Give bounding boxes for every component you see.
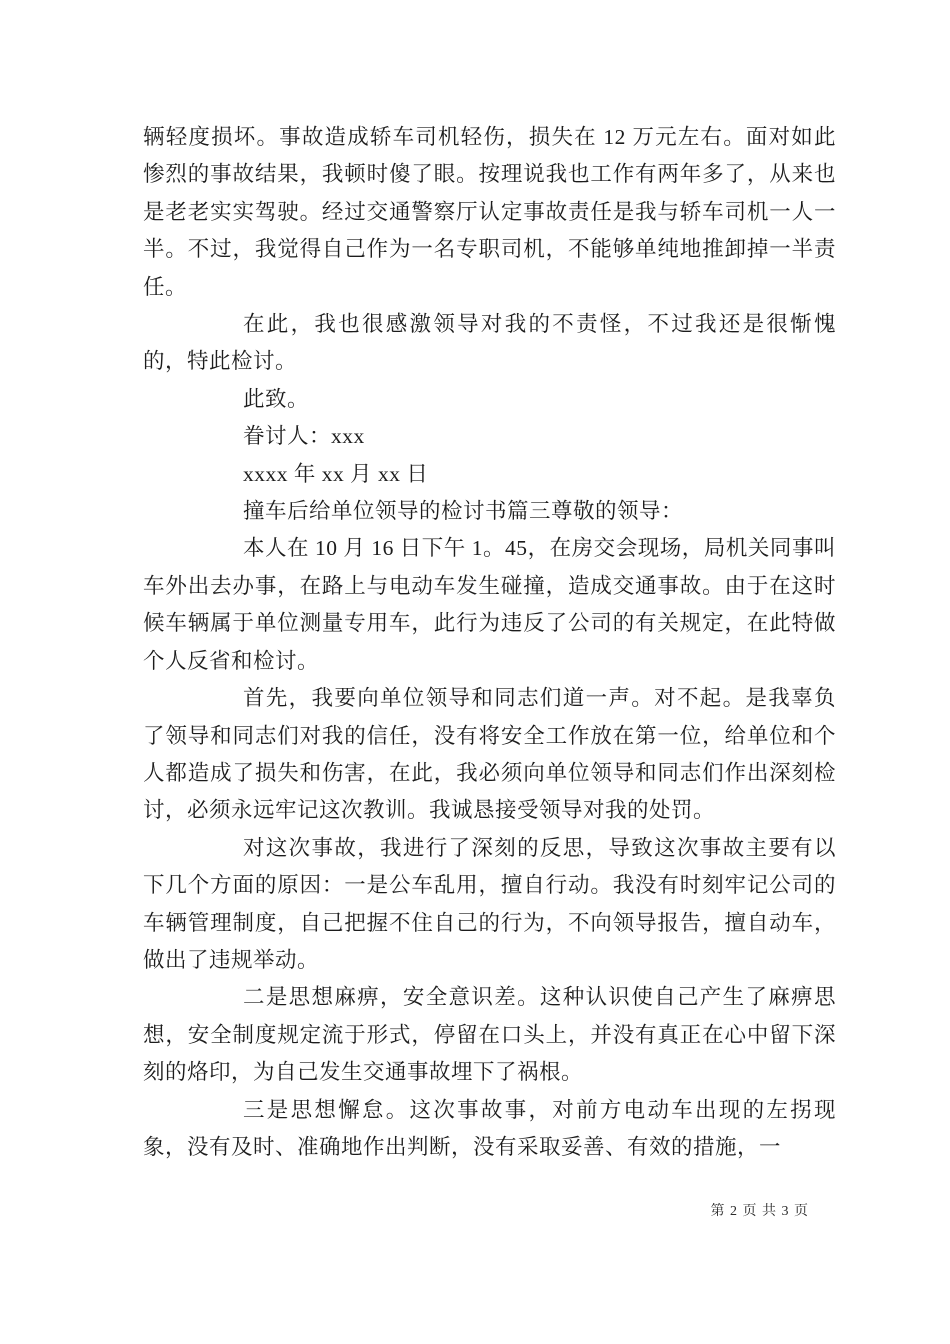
- paragraph: 辆轻度损坏。事故造成轿车司机轻伤，损失在 12 万元左右。面对如此惨烈的事故结果，我顿时傻了眼。按理说我也工作有两年多了，从来也是老老实实驾驶。经过交通警察厅认定事故责任是我与轿车司机一人一半。不过，我觉得自己作为一名专职司机，不能够单纯地推卸掉一半责任。: [143, 125, 836, 299]
- paragraph: 对这次事故，我进行了深刻的反思，导致这次事故主要有以下几个方面的原因：一是公车乱用，擅自行动。我没有时刻牢记公司的车辆管理制度，自己把握不住自己的行为，不向领导报告，擅自动车，做出了违规举动。: [143, 835, 836, 972]
- paragraph: 二是思想麻痹，安全意识差。这种认识使自己产生了麻痹思想，安全制度规定流于形式，停留在口头上，并没有真正在心中留下深刻的烙印，为自己发生交通事故埋下了祸根。: [143, 985, 836, 1085]
- paragraph: 此致。: [243, 386, 310, 411]
- paragraph: 首先，我要向单位领导和同志们道一声。对不起。是我辜负了领导和同志们对我的信任，没有将安全工作放在第一位，给单位和个人都造成了损失和伤害，在此，我必须向单位领导和同志们作出深刻检讨，必须永远牢记这次教训。我诚恳接受领导对我的处罚。: [143, 686, 836, 823]
- paragraph: 本人在 10 月 16 日下午 1。45，在房交会现场，局机关同事叫车外出去办事，在路上与电动车发生碰撞，造成交通事故。由于在这时候车辆属于单位测量专用车，此行为违反了公司的有关规定，在此特做个人反省和检讨。: [143, 536, 836, 673]
- paragraph: xxxx 年 xx 月 xx 日: [243, 461, 429, 486]
- paragraph: 三是思想懈怠。这次事故事，对前方电动车出现的左拐现象，没有及时、准确地作出判断，没有采取妥善、有效的措施，一: [143, 1097, 836, 1159]
- paragraph: 眷讨人：xxx: [243, 424, 365, 449]
- paragraph: 撞车后给单位领导的检讨书篇三尊敬的领导：: [243, 499, 684, 524]
- document-body: [143, 119, 836, 1166]
- paragraph: 在此，我也很感激领导对我的不责怪，不过我还是很惭愧的，特此检讨。: [143, 312, 836, 374]
- page-number: 第 2 页 共 3 页: [710, 1204, 809, 1219]
